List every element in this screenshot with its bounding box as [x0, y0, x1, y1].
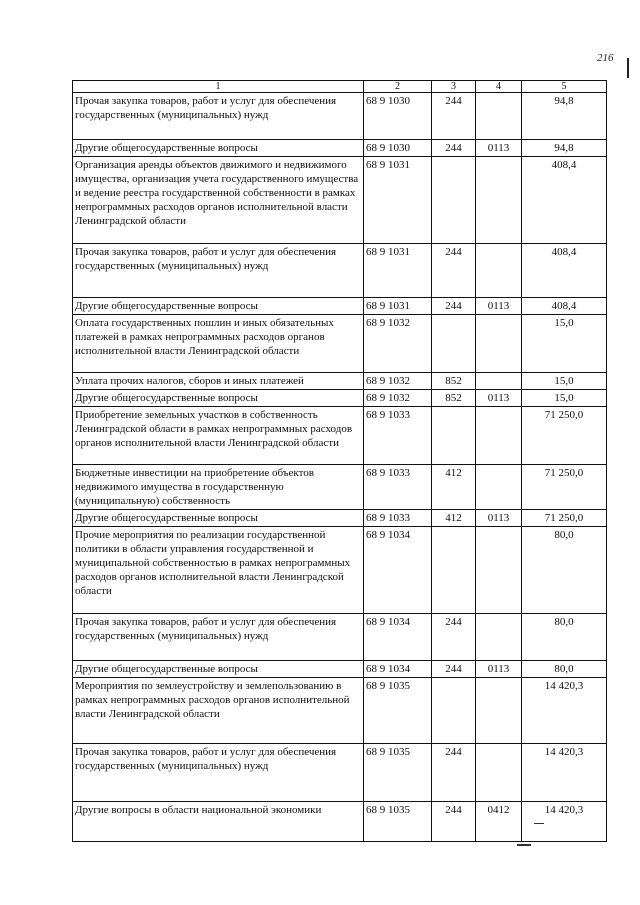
cell-expense-type: 244: [432, 140, 476, 157]
cell-sum: 14 420,3: [522, 802, 607, 842]
cell-sum: 94,8: [522, 93, 607, 140]
cell-code: 68 9 1033: [364, 510, 432, 527]
cell-expense-type: 244: [432, 614, 476, 661]
cell-code: 68 9 1031: [364, 298, 432, 315]
cell-code: 68 9 1032: [364, 390, 432, 407]
cell-section: [476, 315, 522, 373]
cell-section: [476, 465, 522, 510]
cell-section: 0113: [476, 140, 522, 157]
cell-section: 0113: [476, 298, 522, 315]
table-row: [73, 140, 607, 157]
cell-name: Прочие мероприятия по реализации государственной политики в области управления государственной и муниципальной собственностью в рамках непрограммных расходов органов исполнительной власти Ленинградской области: [73, 527, 364, 614]
cell-expense-type: 244: [432, 744, 476, 802]
cell-name: Мероприятия по землеустройству и землепользованию в рамках непрограммных расходов органов исполнительной власти Ленинградской области: [73, 678, 364, 744]
cell-code: 68 9 1031: [364, 244, 432, 298]
table-row: [73, 661, 607, 678]
cell-code: 68 9 1035: [364, 744, 432, 802]
table-header-row: [73, 81, 607, 93]
margin-mark: [627, 58, 629, 78]
page-number: 216: [597, 52, 614, 64]
cell-expense-type: 852: [432, 373, 476, 390]
cell-sum: 94,8: [522, 140, 607, 157]
cell-sum: 408,4: [522, 157, 607, 244]
cell-expense-type: 244: [432, 661, 476, 678]
table-row: [73, 298, 607, 315]
cell-name: Организация аренды объектов движимого и недвижимого имущества, организация учета государственного имущества и ведение реестра государственной собственности в рамках непрограммных расходов органов исполнительной власти Ленинградской области: [73, 157, 364, 244]
table-row: [73, 373, 607, 390]
table-row: [73, 157, 607, 244]
cell-expense-type: 412: [432, 465, 476, 510]
table-row: [73, 390, 607, 407]
cell-name: Другие вопросы в области национальной экономики: [73, 802, 364, 842]
cell-section: [476, 744, 522, 802]
cell-code: 68 9 1032: [364, 373, 432, 390]
cell-expense-type: 852: [432, 390, 476, 407]
table-row: [73, 678, 607, 744]
cell-section: [476, 93, 522, 140]
cell-code: 68 9 1030: [364, 140, 432, 157]
header-col-1: 1: [73, 81, 364, 93]
cell-expense-type: 244: [432, 298, 476, 315]
cell-sum: 71 250,0: [522, 510, 607, 527]
table-row: [73, 614, 607, 661]
header-col-5: 5: [522, 81, 607, 93]
cell-code: 68 9 1031: [364, 157, 432, 244]
cell-name: Прочая закупка товаров, работ и услуг для обеспечения государственных (муниципальных) нужд: [73, 244, 364, 298]
cell-sum: 15,0: [522, 373, 607, 390]
cell-name: Бюджетные инвестиции на приобретение объектов недвижимого имущества в государственную (муниципальную) собственность: [73, 465, 364, 510]
cell-section: 0113: [476, 510, 522, 527]
cell-code: 68 9 1032: [364, 315, 432, 373]
cell-section: 0113: [476, 390, 522, 407]
cell-code: 68 9 1033: [364, 407, 432, 465]
cell-section: [476, 614, 522, 661]
cell-name: Уплата прочих налогов, сборов и иных платежей: [73, 373, 364, 390]
cell-code: 68 9 1035: [364, 678, 432, 744]
cell-name: Прочая закупка товаров, работ и услуг для обеспечения государственных (муниципальных) нужд: [73, 744, 364, 802]
cell-sum: 71 250,0: [522, 407, 607, 465]
cell-code: 68 9 1035: [364, 802, 432, 842]
table-row: [73, 465, 607, 510]
table-row: [73, 407, 607, 465]
header-col-2: 2: [364, 81, 432, 93]
cell-expense-type: 244: [432, 244, 476, 298]
cell-code: 68 9 1034: [364, 661, 432, 678]
cell-name: Другие общегосударственные вопросы: [73, 510, 364, 527]
cell-sum: 14 420,3: [522, 744, 607, 802]
cell-sum: 408,4: [522, 298, 607, 315]
table-row: [73, 527, 607, 614]
cell-section: [476, 678, 522, 744]
cell-sum: 15,0: [522, 390, 607, 407]
cell-name: Прочая закупка товаров, работ и услуг для обеспечения государственных (муниципальных) нужд: [73, 614, 364, 661]
cell-name: Другие общегосударственные вопросы: [73, 140, 364, 157]
cell-section: [476, 527, 522, 614]
cell-name: Другие общегосударственные вопросы: [73, 661, 364, 678]
table-row: [73, 802, 607, 842]
cell-expense-type: 412: [432, 510, 476, 527]
cell-section: [476, 407, 522, 465]
cell-sum: 71 250,0: [522, 465, 607, 510]
cell-code: 68 9 1034: [364, 614, 432, 661]
cell-sum: 408,4: [522, 244, 607, 298]
header-col-3: 3: [432, 81, 476, 93]
cell-expense-type: [432, 407, 476, 465]
cell-name: Приобретение земельных участков в собственность Ленинградской области в рамках непрограммных расходов органов исполнительной власти Ленинградской области: [73, 407, 364, 465]
cell-expense-type: [432, 157, 476, 244]
cell-expense-type: [432, 527, 476, 614]
cell-section: 0113: [476, 661, 522, 678]
cell-sum: 15,0: [522, 315, 607, 373]
cell-name: Оплата государственных пошлин и иных обязательных платежей в рамках непрограммных расходов органов исполнительной власти Ленинградской области: [73, 315, 364, 373]
cell-expense-type: [432, 678, 476, 744]
scan-mark: [517, 844, 531, 846]
header-col-4: 4: [476, 81, 522, 93]
scan-mark: [534, 823, 544, 824]
cell-section: [476, 157, 522, 244]
table-row: [73, 744, 607, 802]
table-row: [73, 510, 607, 527]
cell-code: 68 9 1033: [364, 465, 432, 510]
cell-sum: 14 420,3: [522, 678, 607, 744]
cell-sum: 80,0: [522, 661, 607, 678]
cell-name: Другие общегосударственные вопросы: [73, 390, 364, 407]
cell-code: 68 9 1034: [364, 527, 432, 614]
cell-section: [476, 244, 522, 298]
cell-section: [476, 373, 522, 390]
cell-section: 0412: [476, 802, 522, 842]
table-row: [73, 244, 607, 298]
cell-sum: 80,0: [522, 614, 607, 661]
cell-expense-type: 244: [432, 93, 476, 140]
cell-expense-type: 244: [432, 802, 476, 842]
cell-sum: 80,0: [522, 527, 607, 614]
cell-code: 68 9 1030: [364, 93, 432, 140]
table-row: [73, 315, 607, 373]
cell-name: Прочая закупка товаров, работ и услуг для обеспечения государственных (муниципальных) нужд: [73, 93, 364, 140]
cell-name: Другие общегосударственные вопросы: [73, 298, 364, 315]
table-row: [73, 93, 607, 140]
cell-expense-type: [432, 315, 476, 373]
budget-table: [72, 80, 607, 842]
